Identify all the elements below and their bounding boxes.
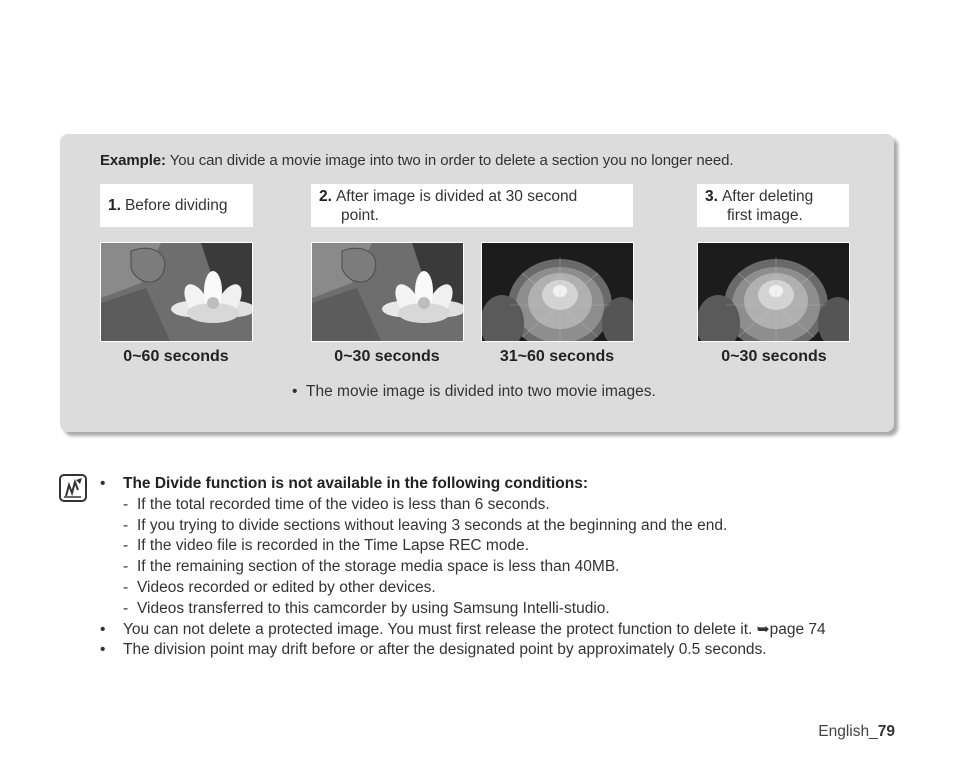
example-description: You can divide a movie image into two in order to delete a section you no longer need. [165, 152, 734, 169]
step-2-text: After image is divided at 30 second [335, 188, 578, 205]
condition-item: - Videos recorded or edited by other devices. [123, 578, 436, 596]
note-icon [59, 474, 87, 502]
arrow-icon: ➥ [756, 620, 770, 638]
caption-0-30: 0~30 seconds [334, 348, 440, 365]
step-1-number: 1. [108, 197, 121, 214]
thumbnail-cactus-second-half [481, 242, 634, 342]
thumbnail-cactus-after-delete [697, 242, 850, 342]
condition-item: - If the remaining section of the storage media space is less than 40MB. [123, 558, 620, 576]
notes-list [98, 474, 918, 661]
note-divide-conditions: • The Divide function is not available in the following conditions: [100, 475, 589, 492]
caption-0-60: 0~60 seconds [123, 348, 229, 365]
condition-item: - If the total recorded time of the video is less than 6 seconds. [123, 495, 550, 513]
step-1-text: Before dividing [124, 197, 228, 214]
step-3-number: 3. [705, 188, 718, 205]
step-3-text: After deleting [721, 188, 814, 205]
thumbnail-water-lily-full [100, 242, 253, 342]
page-reference-link[interactable]: page 74 [769, 620, 826, 638]
caption-0-30-after: 0~30 seconds [721, 348, 827, 365]
note-protected: • You can not delete a protected image. You must first release the protect function to delete it. ➥page 74 [100, 620, 826, 638]
divided-note-text: The movie image is divided into two movie images. [306, 383, 656, 400]
footer-language: English_ [818, 723, 878, 740]
step-2-text-cont: point. [341, 207, 379, 224]
example-label: Example: [100, 152, 166, 169]
condition-item: - If you trying to divide sections without leaving 3 seconds at the beginning and the end. [123, 516, 728, 534]
page-footer [818, 723, 895, 741]
note-heading: The Divide function is not available in the following conditions: [123, 475, 589, 492]
condition-item: - Videos transferred to this camcorder by using Samsung Intelli-studio. [123, 599, 610, 617]
note-drift: • The division point may drift before or after the designated point by approximately 0.5 seconds. [100, 641, 767, 659]
condition-item: - If the video file is recorded in the Time Lapse REC mode. [123, 537, 530, 555]
step-3-box [697, 184, 849, 227]
example-text [100, 152, 733, 169]
step-2-number: 2. [319, 188, 332, 205]
page-number: 79 [877, 723, 895, 740]
divided-note: • The movie image is divided into two movie images. [292, 383, 656, 400]
thumbnail-water-lily-first-half [311, 242, 464, 342]
step-2-box [311, 184, 633, 227]
caption-31-60: 31~60 seconds [499, 348, 615, 365]
note-protected-text: You can not delete a protected image. You must first release the protect function to delete it. [123, 620, 753, 638]
note-drift-text: The division point may drift before or after the designated point by approximately 0.5 seconds. [123, 641, 767, 659]
step-3-text-cont: first image. [727, 207, 803, 224]
step-1-box [100, 184, 253, 227]
